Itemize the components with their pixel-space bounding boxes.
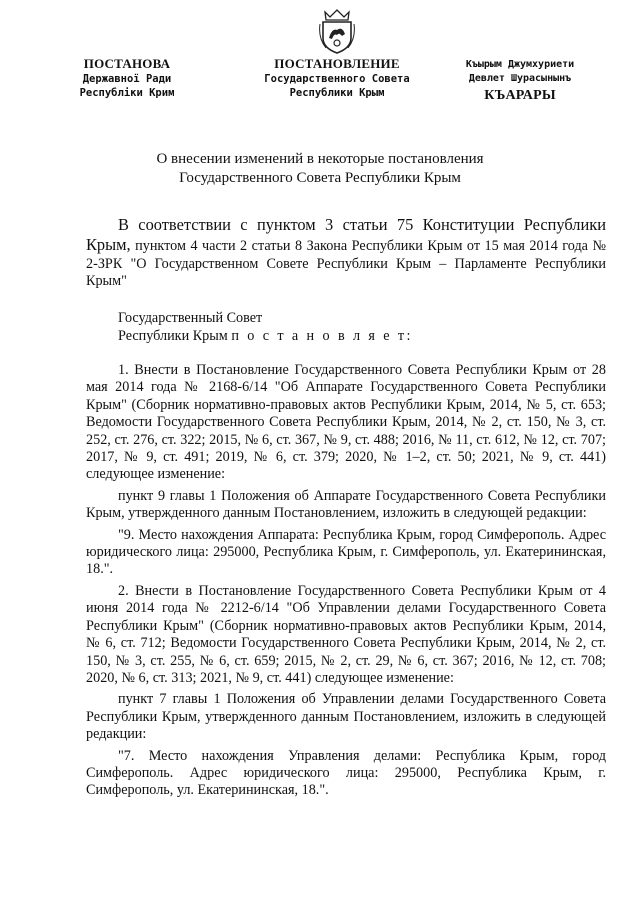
- item-2-new-text: "7. Место нахождения Управления делами: Республика Крым, город Симферополь. Адрес юридического лица: 295000, Республика Крым, г. Симферополь, ул. Екатерининская, 18.".: [86, 747, 606, 799]
- header-ukrainian: [72, 56, 182, 100]
- item-2: 2. Внести в Постановление Государственного Совета Республики Крым от 4 июня 2014 года № 2212-6/14 "Об Управлении делами Государственного Совета Республики Крым" (Сборник нормативно-правовых актов Республики Крым, 2014, № 6, ст. 712; Ведомости Государственного Совета Республики Крым, 2014, № 2, ст. 150, № 3, ст. 255, № 6, ст. 659; 2015, № 2, ст. 29, № 6, ст. 367; 2016, № 12, ст. 708; 2020, № 6, ст. 313; 2021, № 9, ст. 441) следующее изменение:: [86, 582, 606, 686]
- header-russian: [262, 56, 412, 100]
- header-title-ct: КЪАРАРЫ: [484, 88, 556, 103]
- resolution-line-1: Государственный Совет: [118, 310, 263, 326]
- header-line2-uk: Республіки Крим: [79, 87, 175, 99]
- item-2-subpoint: пункт 7 главы 1 Положения об Управлении делами Государственного Совета Республики Крым, утвержденного данным Постановлением, изложить в следующей редакции:: [86, 691, 606, 743]
- preamble-lead: В соответствии с пунктом 3 статьи 75 Конституции Республики Крым,: [86, 215, 606, 255]
- header-title-uk: ПОСТАНОВА: [83, 56, 171, 71]
- preamble: [86, 215, 606, 291]
- item-1-subpoint: пункт 9 главы 1 Положения об Аппарате Государственного Совета Республики Крым, утвержденного данным Постановлением, изложить в следующей редакции:: [86, 487, 606, 522]
- item-1: 1. Внести в Постановление Государственного Совета Республики Крым от 28 мая 2014 года № 2168-6/14 "Об Аппарате Государственного Совета Республики Крым" (Сборник нормативно-правовых актов Республики Крым, 2014, № 5, ст. 653; Ведомости Государственного Совета Республики Крым, 2014, № 2, ст. 150, № 3, ст. 252, ст. 276, ст. 322; 2015, № 6, ст. 367, № 9, ст. 488; 2016, № 11, ст. 612, № 12, ст. 707; 2017, № 9, ст. 491; 2019, № 6, ст. 379; 2020, № 1–2, ст. 50; 2021, № 9, ст. 441) следующее изменение:: [86, 362, 606, 483]
- document-title: [110, 150, 530, 188]
- coat-of-arms-icon: [318, 8, 356, 54]
- preamble-paragraph: [86, 215, 606, 291]
- item-1-new-text: "9. Место нахождения Аппарата: Республика Крым, город Симферополь. Адрес юридического лица: 295000, Республика Крым, г. Симферополь, ул. Екатерининская, 18.".: [86, 526, 606, 578]
- resolution-body: Республики Крым: [118, 328, 228, 344]
- header-line2-ct: Девлет Шурасынынъ: [468, 73, 572, 84]
- header-line1-uk: Державної Ради: [82, 73, 172, 85]
- header-line2-ru: Республики Крым: [289, 87, 385, 99]
- resolution-verb: п о с т а н о в л я е т:: [231, 328, 413, 344]
- resolution-clause: [118, 309, 413, 345]
- preamble-rest: пунктом 4 части 2 статьи 8 Закона Республики Крым от 15 мая 2014 года № 2-ЗРК "О Государственном Совете Республики Крым – Парламенте Республики Крым": [86, 238, 607, 290]
- header-title-ru: ПОСТАНОВЛЕНИЕ: [274, 56, 400, 71]
- title-line-1: О внесении изменений в некоторые постановления: [156, 151, 484, 167]
- title-line-2: Государственного Совета Республики Крым: [179, 170, 461, 186]
- header-line1-ct: Къырым Джумхуриети: [465, 59, 575, 70]
- resolution-items: [86, 362, 606, 804]
- header-line1-ru: Государственного Совета: [264, 73, 410, 85]
- resolution-line-2: [118, 327, 413, 345]
- header-crimean-tatar: [450, 58, 590, 104]
